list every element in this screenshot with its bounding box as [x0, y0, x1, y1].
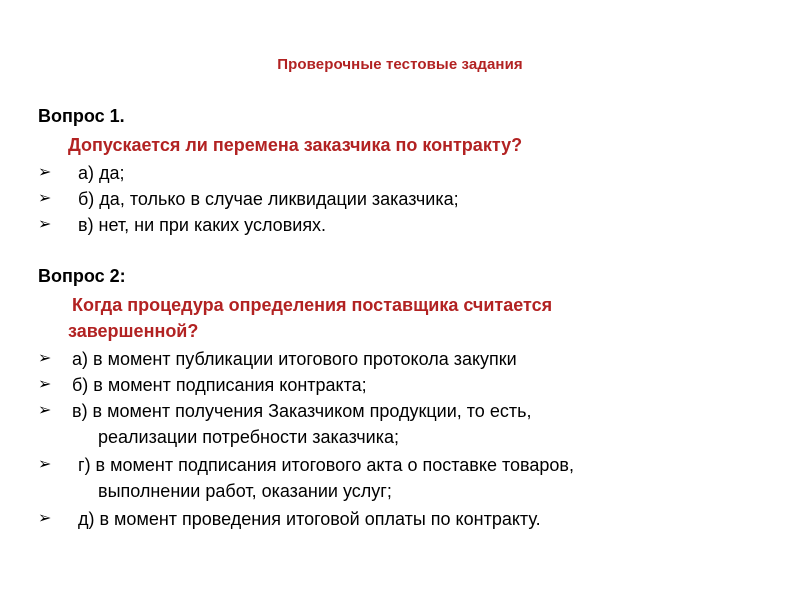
question-1-text: Допускается ли перемена заказчика по контракту?: [68, 135, 523, 155]
question-2-answer-d-continuation: выполнении работ, оказании услуг;: [98, 481, 392, 501]
question-2-text-line1: Когда процедура определения поставщика считается: [72, 295, 553, 315]
question-2-heading: Вопрос 2:: [38, 266, 126, 286]
question-2-answer-c-continuation: реализации потребности заказчика;: [98, 427, 399, 447]
arrow-bullet-icon: ➢: [38, 216, 52, 233]
question-1-heading: Вопрос 1.: [38, 106, 125, 126]
arrow-bullet-icon: ➢: [38, 190, 52, 207]
question-2-answer-e: ➢ д) в момент проведения итоговой оплаты по контракту.: [38, 506, 541, 532]
question-2-answer-d: ➢ г) в момент подписания итогового акта о поставке товаров,: [38, 452, 574, 478]
question-1-answer-c: ➢ в) нет, ни при каких условиях.: [38, 212, 326, 238]
arrow-bullet-icon: ➢: [38, 164, 52, 181]
question-2-text-line2: завершенной?: [68, 321, 199, 341]
arrow-bullet-icon: ➢: [38, 456, 52, 473]
question-2-answer-a: ➢ а) в момент публикации итогового протокола закупки: [38, 346, 517, 372]
question-1-answer-a: ➢ а) да;: [38, 160, 125, 186]
arrow-bullet-icon: ➢: [38, 376, 52, 393]
arrow-bullet-icon: ➢: [38, 350, 52, 367]
arrow-bullet-icon: ➢: [38, 402, 52, 419]
question-2-answer-c: ➢ в) в момент получения Заказчиком продукции, то есть,: [38, 398, 531, 424]
slide-title: Проверочные тестовые задания: [277, 56, 523, 73]
arrow-bullet-icon: ➢: [38, 510, 52, 527]
question-2-answer-b: ➢ б) в момент подписания контракта;: [38, 372, 367, 398]
question-1-answer-b: ➢ б) да, только в случае ликвидации заказчика;: [38, 186, 459, 212]
